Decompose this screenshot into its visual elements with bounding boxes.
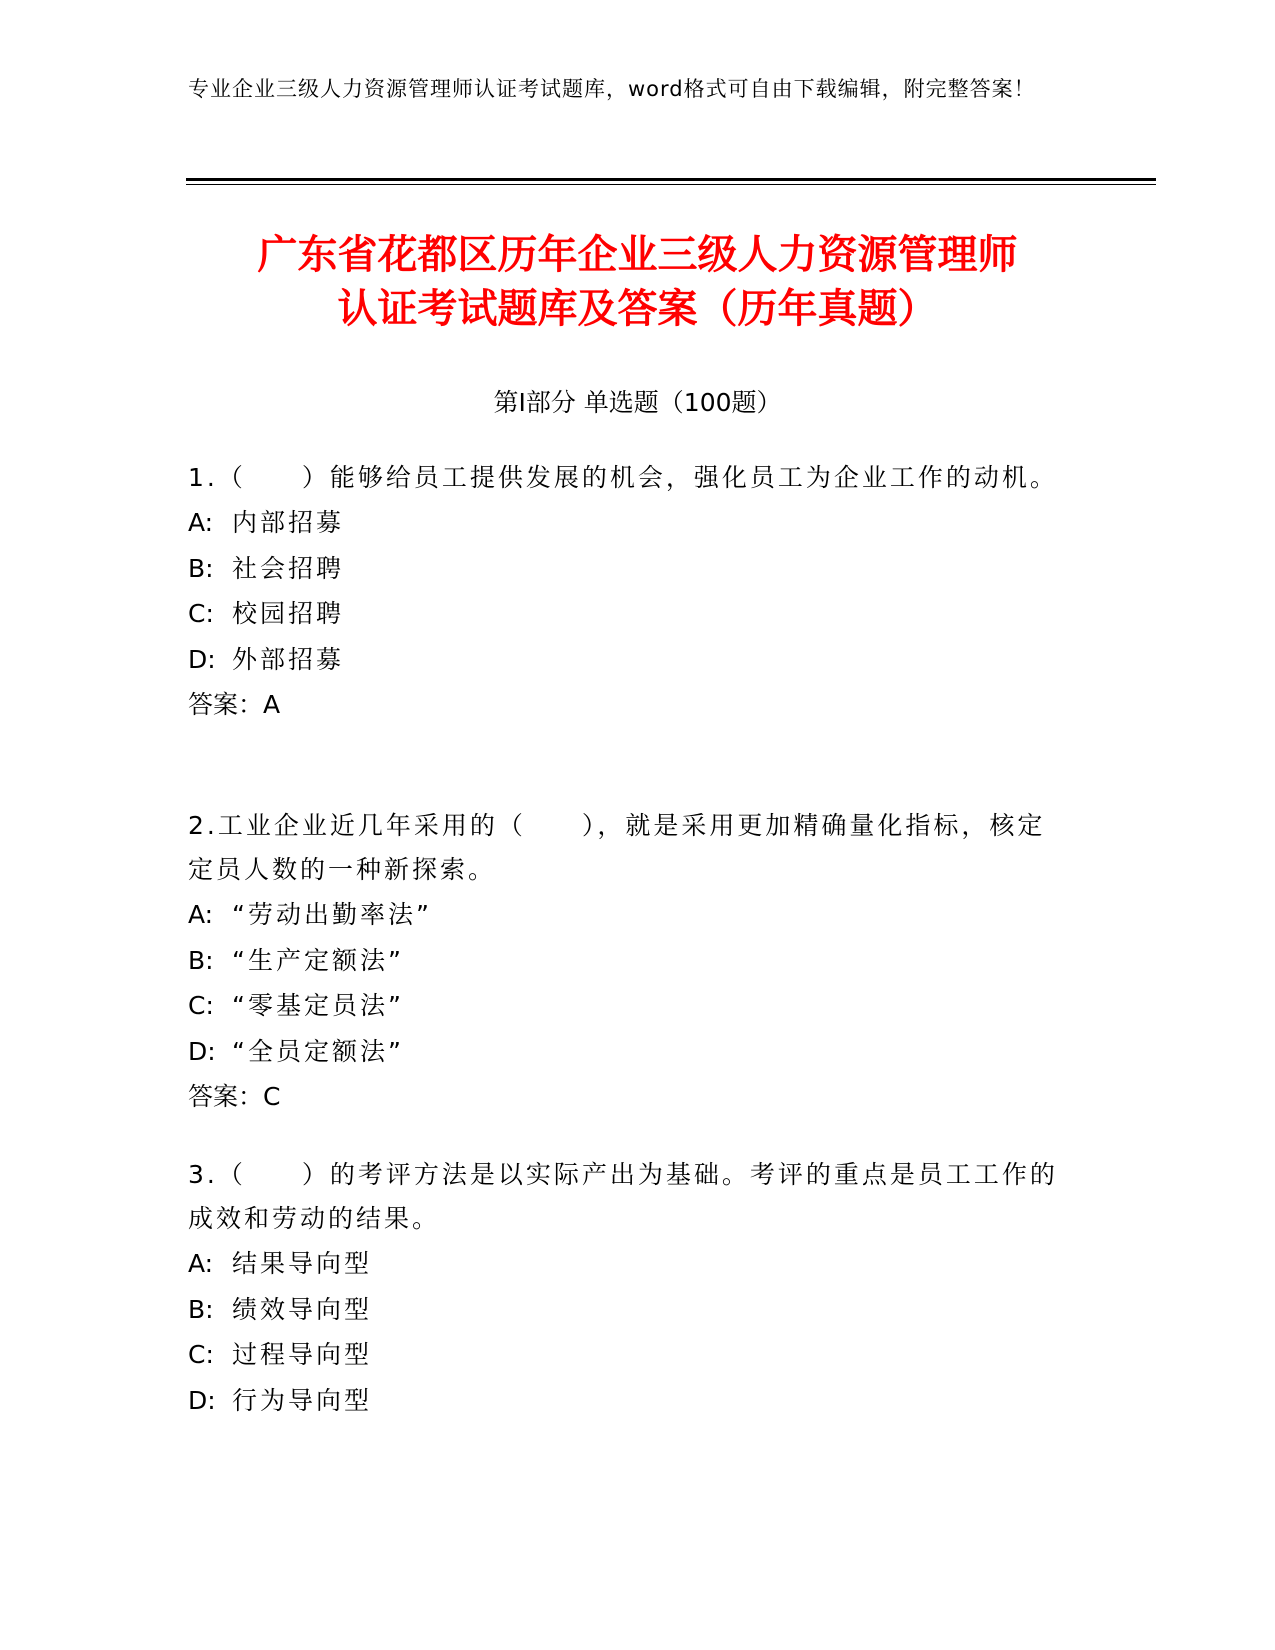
option-b <box>188 1287 1068 1333</box>
option-text: 外部招募 <box>232 644 345 674</box>
option-a <box>188 892 1068 938</box>
option-text: 绩效导向型 <box>232 1294 373 1324</box>
answer-label: 答案：C <box>188 1082 281 1111</box>
option-a <box>188 500 1068 546</box>
option-text: “全员定额法” <box>232 1036 404 1066</box>
option-letter: B: <box>188 553 214 583</box>
option-c <box>188 591 1068 637</box>
option-d <box>188 1378 1068 1424</box>
option-text: 过程导向型 <box>232 1340 373 1369</box>
option-letter: A: <box>188 508 214 537</box>
option-letter: D: <box>188 644 216 674</box>
option-text: “零基定员法” <box>232 991 404 1020</box>
question-text: 2.工业企业近几年采用的（ ），就是采用更加精确量化指标，核定定员人数的一种新探索。 <box>188 811 1046 884</box>
option-letter: C: <box>188 991 214 1020</box>
option-letter: B: <box>188 1294 214 1324</box>
header-note: 专业企业三级人力资源管理师认证考试题库，word格式可自由下载编辑，附完整答案！ <box>188 77 1036 101</box>
document-title <box>150 228 1125 336</box>
option-text: “生产定额法” <box>232 945 404 975</box>
document-title-line-1: 广东省花都区历年企业三级人力资源管理师 <box>257 232 1018 278</box>
option-letter: B: <box>188 945 214 975</box>
option-letter: A: <box>188 1249 214 1278</box>
option-letter: D: <box>188 1385 216 1415</box>
option-text: 结果导向型 <box>232 1249 373 1278</box>
option-c <box>188 1332 1068 1378</box>
option-text: 社会招聘 <box>232 553 345 583</box>
question-1 <box>188 456 1068 728</box>
option-letter: D: <box>188 1036 216 1066</box>
question-3 <box>188 1153 1068 1423</box>
option-b <box>188 546 1068 592</box>
header-rule-thin <box>186 184 1156 185</box>
option-letter: C: <box>188 1340 214 1369</box>
header-rule-thick <box>186 178 1156 181</box>
answer-label: 答案：A <box>188 690 281 719</box>
question-2 <box>188 804 1068 1120</box>
option-d <box>188 637 1068 683</box>
question-text: 3.（ ）的考评方法是以实际产出为基础。考评的重点是员工工作的成效和劳动的结果。 <box>188 1160 1058 1233</box>
option-c <box>188 983 1068 1029</box>
option-text: 行为导向型 <box>232 1385 373 1415</box>
option-a <box>188 1241 1068 1287</box>
option-letter: C: <box>188 599 214 628</box>
question-text: 1.（ ）能够给员工提供发展的机会，强化员工为企业工作的动机。 <box>188 463 1058 492</box>
option-text: 校园招聘 <box>232 599 345 628</box>
document-title-line-2: 认证考试题库及答案（历年真题） <box>337 286 938 332</box>
option-b <box>188 938 1068 984</box>
section-title: 第I部分 单选题（100题） <box>493 388 782 417</box>
option-letter: A: <box>188 900 214 929</box>
option-text: 内部招募 <box>232 508 345 537</box>
option-text: “劳动出勤率法” <box>232 900 432 929</box>
option-d <box>188 1029 1068 1075</box>
